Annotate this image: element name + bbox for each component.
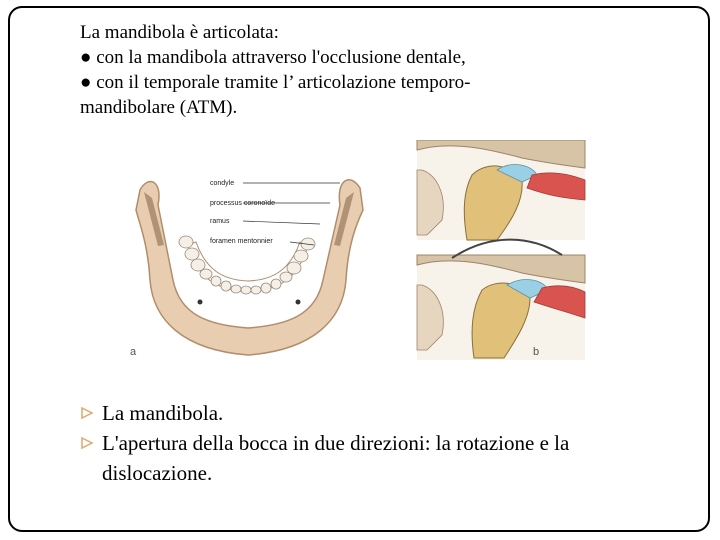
mandible-illustration (118, 150, 380, 365)
tmj-closed (417, 140, 585, 240)
mandible-labels (118, 150, 380, 365)
caption-b: b (533, 346, 540, 358)
intro-line-2: ● con la mandibola attraverso l'occlusione dentale, (80, 47, 466, 68)
intro-line-1: La mandibola è articolata: (80, 22, 279, 43)
bullet-list (80, 398, 680, 488)
label-condyle: condyle (210, 180, 235, 187)
intro-line-3: ● con il temporale tramite l’ articolazione temporo- (80, 72, 471, 93)
label-coronoid: processus coronoïde (210, 200, 275, 207)
label-ramus: ramus (210, 218, 230, 225)
bullet-item (80, 428, 680, 488)
bullet-item (80, 398, 680, 428)
bullet-icon (80, 436, 94, 450)
tmj-illustration (412, 140, 590, 362)
tmj-open (417, 255, 585, 360)
bullet-text-1: La mandibola. (102, 401, 224, 425)
bullet-text-2: L'apertura della bocca in due direzioni: la rotazione e la dislocazione. (102, 431, 570, 485)
tmj-drawing (412, 140, 590, 362)
bullet-icon (80, 406, 94, 420)
caption-a: a (130, 346, 137, 358)
intro-line-4: mandibolare (ATM). (80, 97, 238, 118)
intro-text (80, 20, 600, 120)
label-foramen: foramen mentonnier (210, 238, 273, 245)
